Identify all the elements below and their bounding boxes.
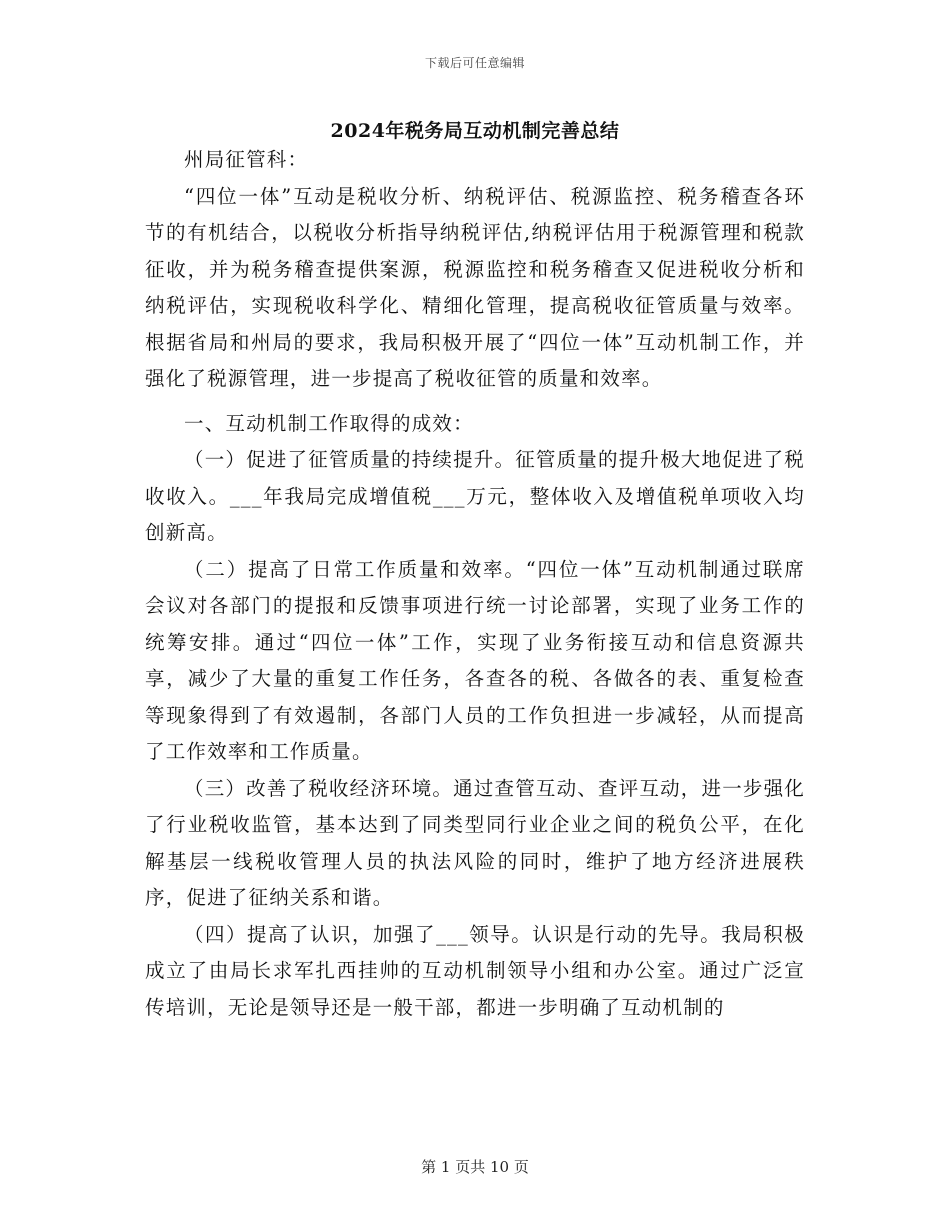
section-heading: 一、互动机制工作取得的成效：: [184, 411, 474, 435]
paragraph-point-4: （四）提高了认识，加强了___领导。认识是行动的先导。我局积极成立了由局长求军扎西挂帅的互动机制领导小组和办公室。通过广泛宣传培训，无论是领导还是一般干部，都进一步明确了互动机制的: [145, 922, 805, 1019]
salutation: 州局征管科：: [184, 148, 309, 171]
header-note: 下载后可任意编辑: [424, 56, 525, 70]
document-body: [145, 142, 805, 1026]
paragraph-point-2: （二）提高了日常工作质量和效率。“四位一体”互动机制通过联席会议对各部门的提报和反馈事项进行统一讨论部署，实现了业务工作的统筹安排。通过“四位一体”工作，实现了业务衔接互动和信息资源共享，减少了大量的重复工作任务，各查各的税、各做各的表、重复检查等现象得到了有效遏制，各部门人员的工作负担进一步减轻，从而提高了工作效率和工作质量。: [145, 557, 805, 763]
page-footer: 第 1 页共 10 页: [421, 1158, 529, 1176]
document-title: 2024年税务局互动机制完善总结: [330, 120, 620, 142]
paragraph-point-1: （一）促进了征管质量的持续提升。征管质量的提升极大地促进了税收收入。___年我局完成增值税___万元，整体收入及增值税单项收入均创新高。: [145, 448, 806, 544]
paragraph-intro: “四位一体”互动是税收分析、纳税评估、税源监控、税务稽查各环节的有机结合，以税收分析指导纳税评估,纳税评估用于税源管理和税款征收，并为税务稽查提供案源，税源监控和税务稽查又促进税收分析和纳税评估，实现税收科学化、精细化管理，提高税收征管质量与效率。根据省局和州局的要求，我局积极开展了“四位一体”互动机制工作，并强化了税源管理，进一步提高了税收征管的质量和效率。: [145, 184, 805, 390]
paragraph-point-3: （三）改善了税收经济环境。通过查管互动、查评互动，进一步强化了行业税收监管，基本达到了同类型同行业企业之间的税负公平，在化解基层一线税收管理人员的执法风险的同时，维护了地方经济进展秩序，促进了征纳关系和谐。: [145, 776, 806, 909]
